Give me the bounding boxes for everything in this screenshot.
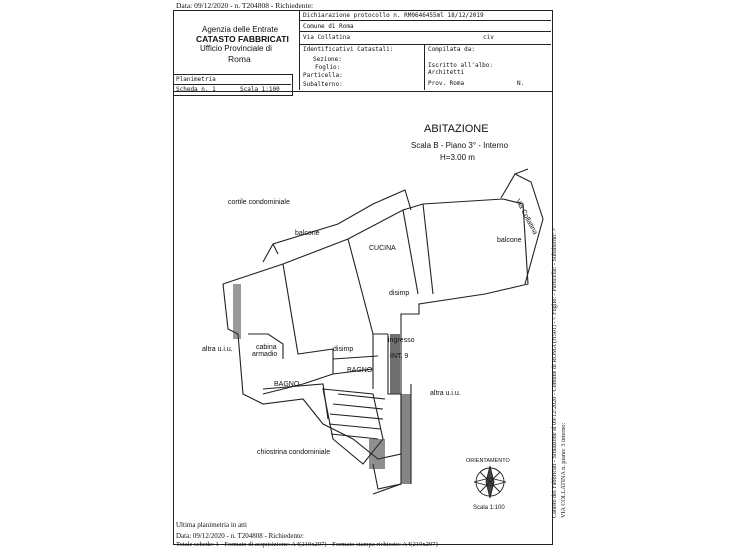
prov: Prov. Roma: [428, 80, 465, 87]
plan-title: ABITAZIONE: [424, 123, 489, 135]
agency-line1: Agenzia delle Entrate: [202, 25, 279, 34]
civ: civ: [483, 34, 494, 41]
bottom-data: Data: 09/12/2020 - n. T204808 - Richiedente:: [176, 532, 304, 540]
architetti: Architetti: [428, 69, 465, 76]
plan-subtitle: Scala B - Piano 3° - Interno: [411, 141, 509, 150]
planimetria-title: Planimetria: [176, 76, 216, 83]
ultima-planimetria: Ultima planimetria in atti: [176, 521, 247, 529]
protocol: Dichiarazione protocollo n. RM0646455ml 18/12/2019: [303, 12, 484, 19]
label-altra-1: altra u.i.u.: [202, 346, 233, 353]
label-cabina-2: armadio: [252, 351, 278, 358]
scheda: Scheda n. 1: [176, 86, 216, 93]
label-int: INT. 9: [390, 353, 409, 360]
label-ingresso: ingresso: [388, 337, 415, 344]
label-cabina-1: cabina: [256, 344, 277, 351]
label-chiostrina: chiostrina condominiale: [257, 449, 331, 456]
agency-line2: CATASTO FABBRICATI: [196, 34, 289, 44]
label-disimp-1: disimp: [389, 290, 410, 297]
label-via: Via Collatina: [513, 198, 539, 236]
bottom-totale: Totale schede: 1 - Formato di acquisizione: A4(210x297) - Formato stampa richiesto: A4(210x297): [176, 541, 438, 548]
top-note: Data: 09/12/2020 - n. T204808 - Richiedente:: [176, 1, 314, 10]
label-balcone-2: balcone: [497, 237, 522, 244]
agency-line3: Ufficio Provinciale di: [200, 44, 272, 53]
n-label: N.: [517, 80, 525, 87]
agency-line4: Roma: [228, 54, 251, 64]
label-scala: Scala 1:100: [473, 505, 505, 511]
label-orientamento: ORIENTAMENTO: [466, 458, 510, 464]
iscritto: Iscritto all'albo:: [428, 62, 494, 69]
ident-title: Identificativi Catastali:: [303, 46, 394, 53]
scala-box: Scala 1:100: [240, 86, 280, 93]
side-text-2: VIA COLLATINA n. piano: 3 interno:: [560, 422, 567, 518]
foglio: Foglio:: [315, 64, 341, 71]
label-bagno-2: BAGNO: [274, 381, 300, 388]
compilata: Compilata da:: [428, 46, 475, 53]
particella: Particella:: [303, 72, 343, 79]
subalterno: Subalterno:: [303, 81, 343, 88]
plan-height: H=3.00 m: [440, 153, 475, 162]
label-cucina: CUCINA: [369, 245, 396, 252]
address: Via Collatina: [303, 34, 350, 41]
sezione: Sezione:: [313, 56, 342, 63]
label-altra-2: altra u.i.u.: [430, 390, 461, 397]
side-text-1: Catasto dei Fabbricati - Situazione al 09/12/2020 - Comune di ROMA (H501) - < Foglio: - Particella: - Subalterno: >: [551, 227, 558, 518]
comune: Comune di Roma: [303, 23, 354, 30]
label-cortile: cortile condominiale: [228, 199, 290, 206]
label-disimp-2: disimp: [333, 346, 354, 353]
label-bagno-1: BAGNO: [347, 367, 373, 374]
label-balcone-1: balcone: [295, 230, 320, 237]
